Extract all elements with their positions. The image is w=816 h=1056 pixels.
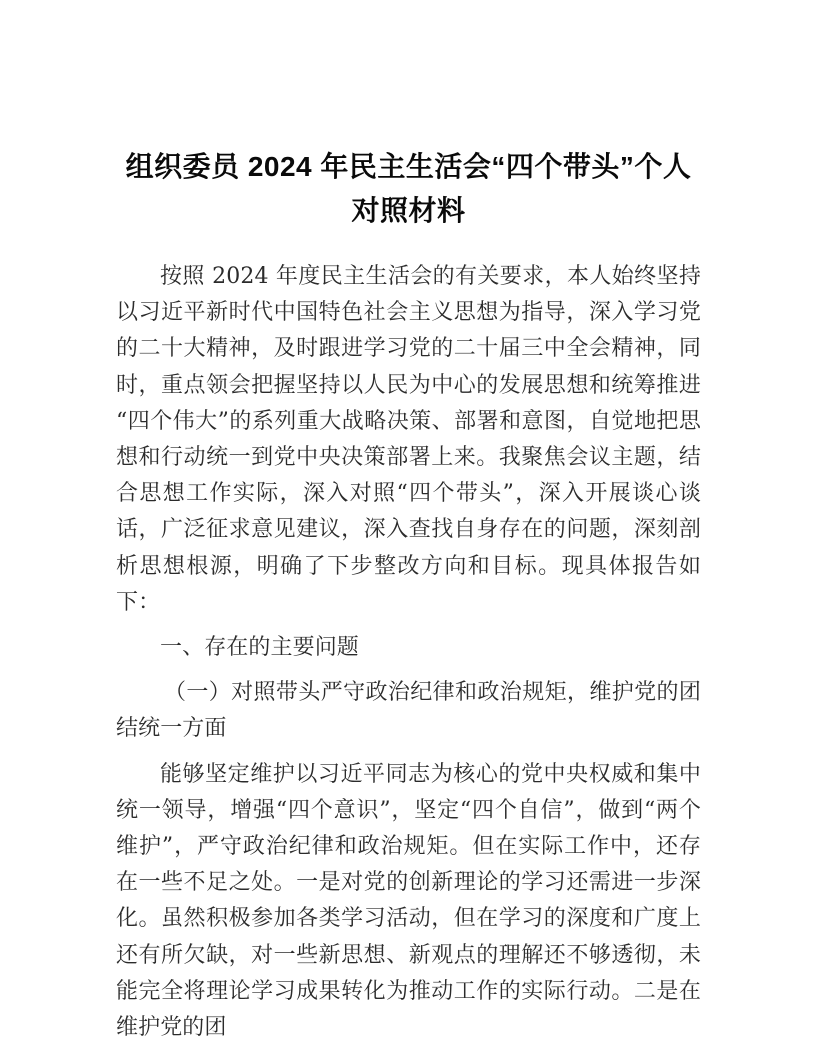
subsection-body-political-discipline: 能够坚定维护以习近平同志为核心的党中央权威和集中统一领导，增强“四个意识”，坚定“四个自信”，做到“两个维护”，严守政治纪律和政治规矩。但在实际工作中，还存在一些不足之处。一是对党的创新理论的学习还需进一步深化。虽然积极参加各类学习活动，但在学习的深度和广度上还有所欠缺，对一些新思想、新观点的理解还不够透彻，未能完全将理论学习成果转化为推动工作的实际行动。二是在维护党的团: [116, 761, 701, 1041]
page-title: [116, 0, 701, 233]
opening-paragraph: 按照 2024 年度民主生活会的有关要求，本人始终坚持以习近平新时代中国特色社会主义思想为指导，深入学习党的二十大精神，及时跟进学习党的二十届三中全会精神，同时，重点领会把握坚持以人民为中心的发展思想和统筹推进“四个伟大”的系列重大战略决策、部署和意图，自觉地把思想和行动统一到党中央决策部署上来。我聚焦会议主题，结合思想工作实际，深入对照“四个带头”，深入开展谈心谈话，广泛征求意见建议，深入查找自身存在的问题，深刻剖析思想根源，明确了下步整改方向和目标。现具体报告如下：: [116, 264, 701, 615]
page-title-line-1: 组织委员 2024 年民主生活会“四个带头”个人: [125, 151, 692, 182]
subsection-heading-political-discipline: （一）对照带头严守政治纪律和政治规矩，维护党的团结统一方面: [116, 680, 701, 742]
section-heading-existing-problems: 一、存在的主要问题: [160, 635, 359, 661]
document-content-column: [116, 0, 701, 1046]
page-title-line-2: 对照材料: [351, 195, 466, 226]
